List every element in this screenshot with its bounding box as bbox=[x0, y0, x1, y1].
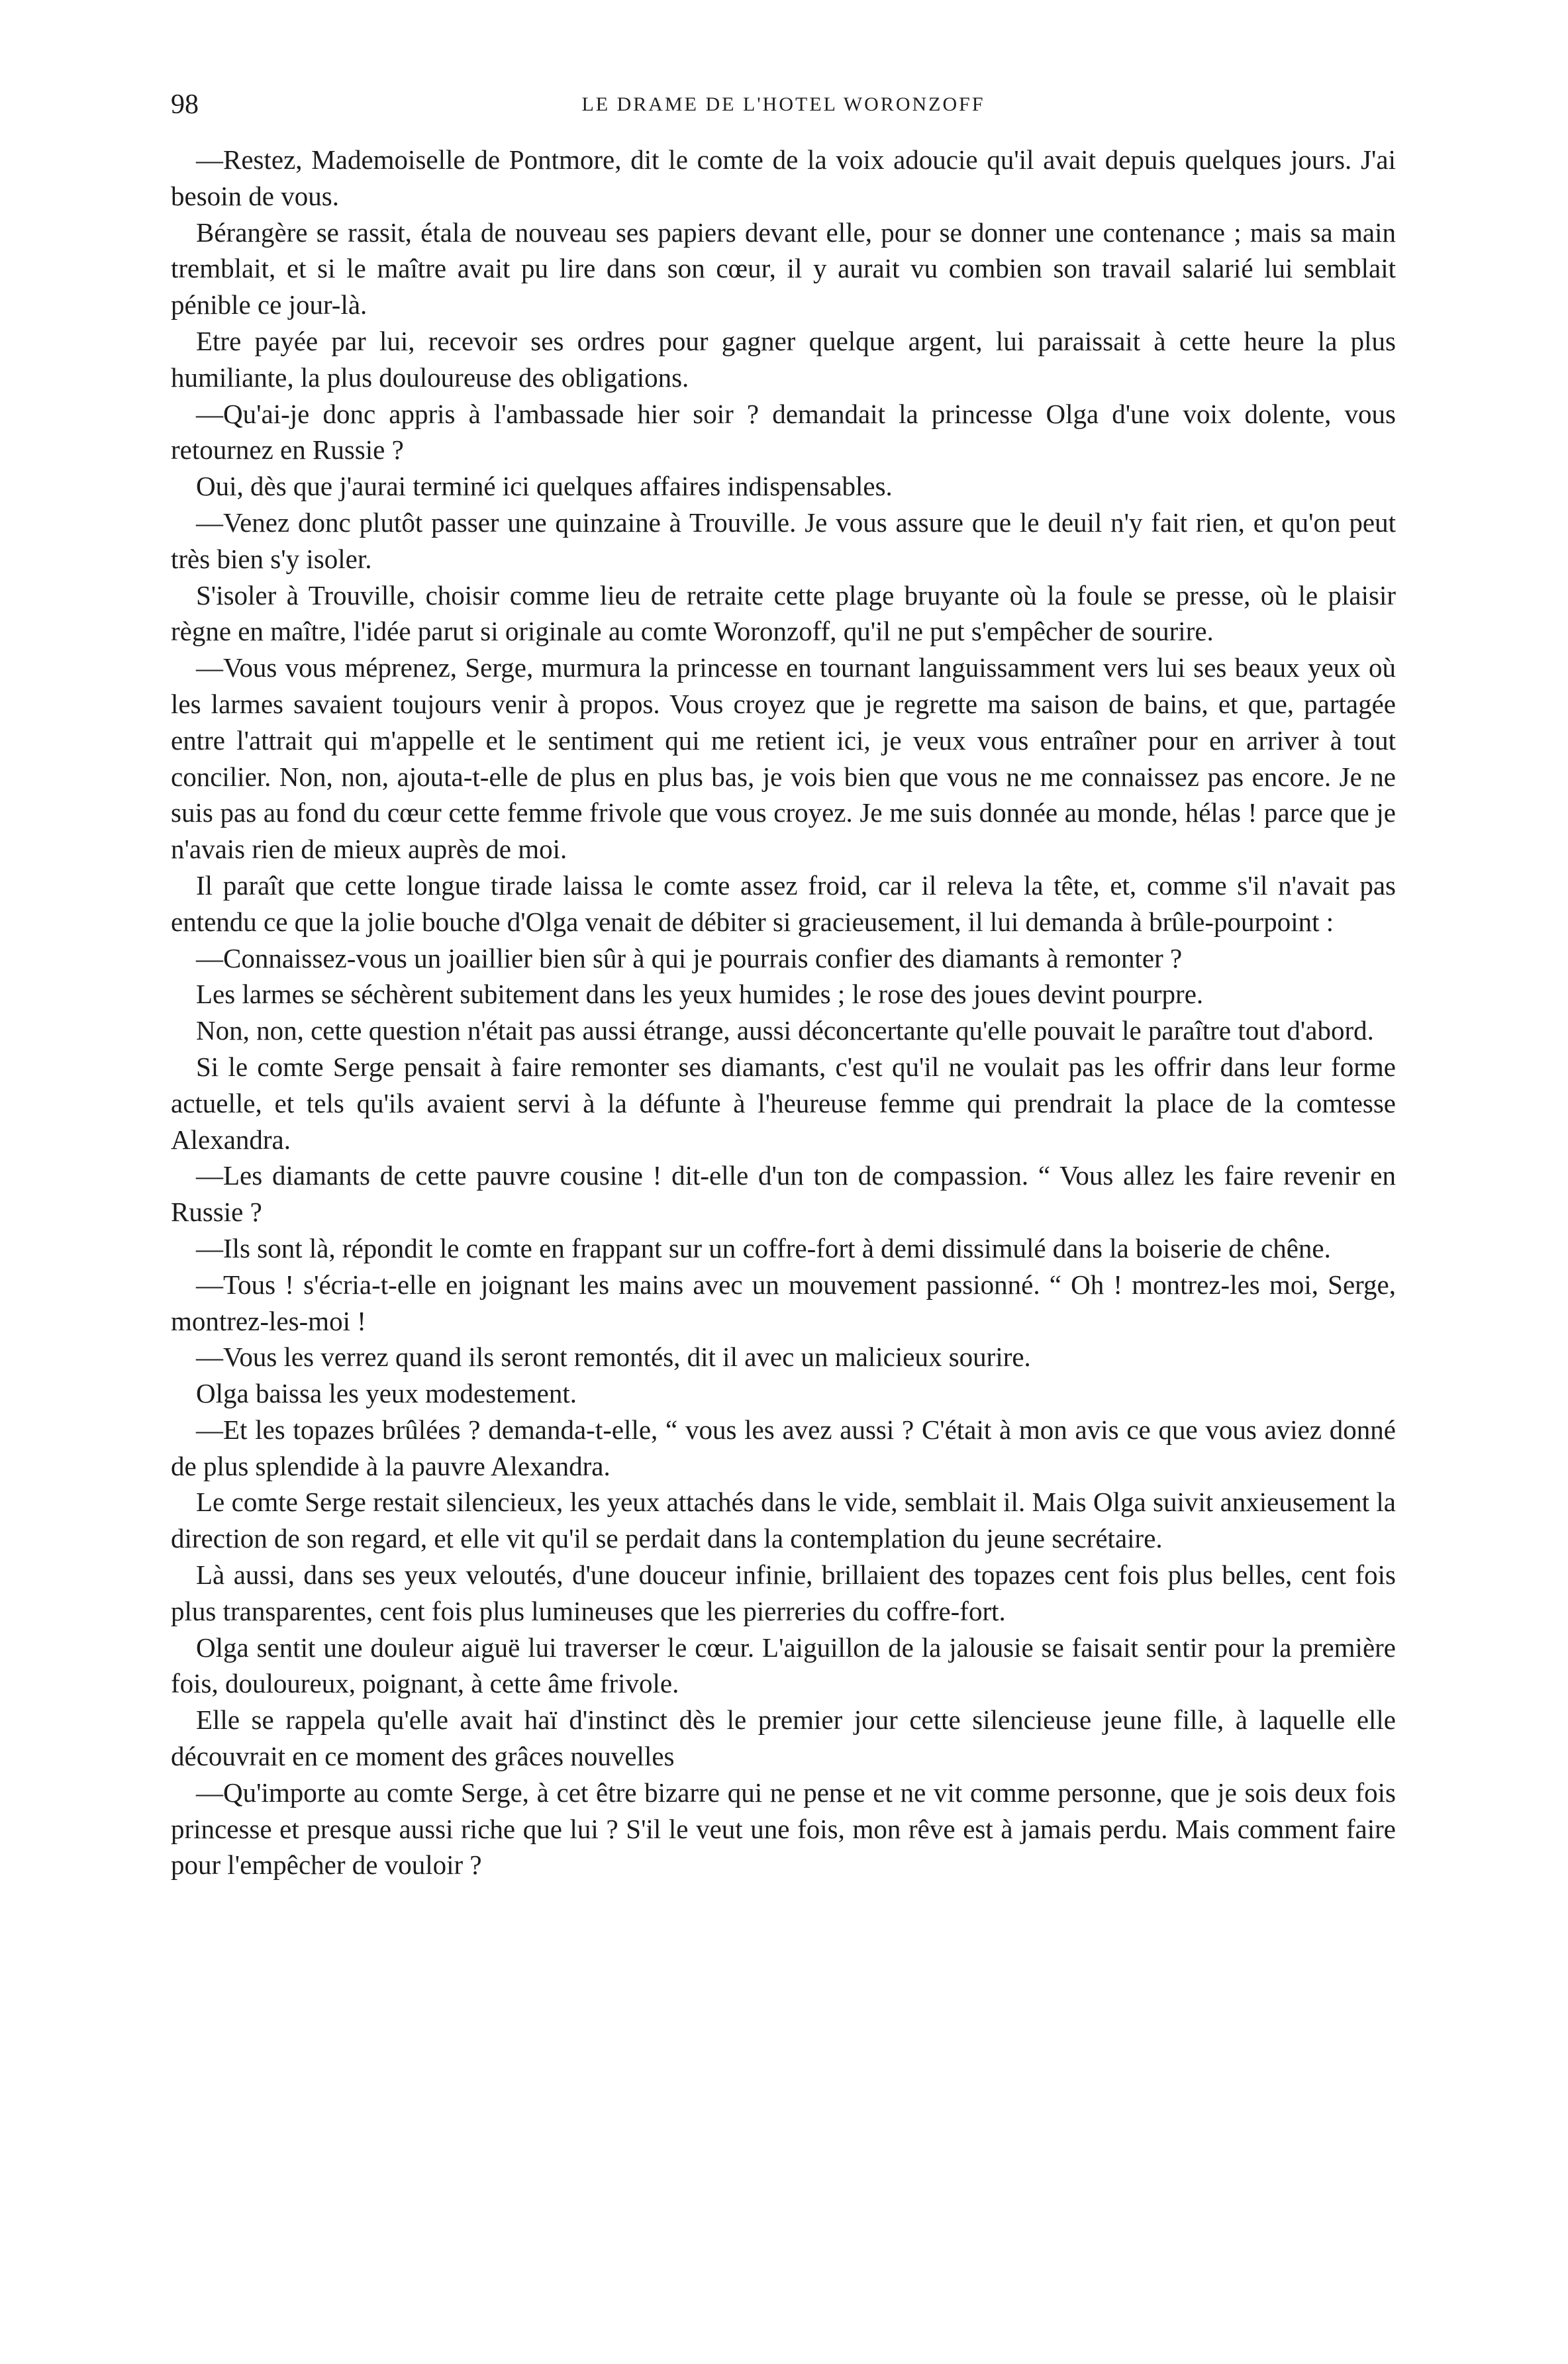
running-title: LE DRAME DE L'HOTEL WORONZOFF bbox=[581, 93, 985, 115]
paragraph: Il paraît que cette longue tirade laissa le comte assez froid, car il releva la tête, et, comme s'il n'avait pas entendu ce que la jolie bouche d'Olga venait de débiter si gracieusement, il lui demanda à brûle-pourpoint : bbox=[171, 869, 1396, 937]
paragraph: Oui, dès que j'aurai terminé ici quelques affaires indispensables. bbox=[196, 471, 893, 502]
paragraph: Etre payée par lui, recevoir ses ordres pour gagner quelque argent, lui paraissait à cette heure la plus humiliante, la plus douloureuse des obligations. bbox=[171, 325, 1396, 393]
paragraph: —Vous les verrez quand ils seront remontés, dit il avec un malicieux sourire. bbox=[196, 1342, 1031, 1373]
paragraph: Elle se rappela qu'elle avait haï d'instinct dès le premier jour cette silencieuse jeune fille, à laquelle elle découvrait en ce moment des grâces nouvelles bbox=[171, 1704, 1396, 1772]
paragraph: Non, non, cette question n'était pas aussi étrange, aussi déconcertante qu'elle pouvait le paraître tout d'abord. bbox=[196, 1015, 1374, 1046]
page-header bbox=[171, 85, 1396, 124]
paragraph: —Qu'importe au comte Serge, à cet être bizarre qui ne pense et ne vit comme personne, que je sois deux fois princesse et presque aussi riche que lui ? S'il le veut une fois, mon rêve est à jamais perdu. Mais comment faire pour l'empêcher de vouloir ? bbox=[171, 1777, 1396, 1881]
paragraph: —Qu'ai-je donc appris à l'ambassade hier soir ? demandait la princesse Olga d'une voix dolente, vous retournez en Russie ? bbox=[171, 398, 1396, 466]
paragraph: Olga sentit une douleur aiguë lui traverser le cœur. L'aiguillon de la jalousie se faisait sentir pour la première fois, douloureux, poignant, à cette âme frivole. bbox=[171, 1632, 1396, 1699]
paragraph: —Les diamants de cette pauvre cousine ! dit-elle d'un ton de compassion. “ Vous allez les faire revenir en Russie ? bbox=[171, 1160, 1396, 1228]
paragraph: Le comte Serge restait silencieux, les yeux attachés dans le vide, semblait il. Mais Olga suivit anxieusement la direction de son regard, et elle vit qu'il se perdait dans la contemplation du jeune secrétaire. bbox=[171, 1487, 1396, 1554]
paragraph: —Ils sont là, répondit le comte en frappant sur un coffre-fort à demi dissimulé dans la boiserie de chêne. bbox=[196, 1232, 1331, 1263]
body-text bbox=[171, 142, 1396, 1883]
paragraph: —Restez, Mademoiselle de Pontmore, dit le comte de la voix adoucie qu'il avait depuis quelques jours. J'ai besoin de vous. bbox=[171, 144, 1396, 211]
paragraph: Les larmes se séchèrent subitement dans les yeux humides ; le rose des joues devint pourpre. bbox=[196, 979, 1204, 1010]
paragraph: —Et les topazes brûlées ? demanda-t-elle, “ vous les avez aussi ? C'était à mon avis ce que vous aviez donné de plus splendide à la pauvre Alexandra. bbox=[171, 1414, 1396, 1481]
paragraph: Là aussi, dans ses yeux veloutés, d'une douceur infinie, brillaient des topazes cent fois plus belles, cent fois plus transparentes, cent fois plus lumineuses que les pierreries du coffre-fort. bbox=[171, 1559, 1396, 1626]
paragraph: Olga baissa les yeux modestement. bbox=[196, 1378, 577, 1409]
paragraph: S'isoler à Trouville, choisir comme lieu de retraite cette plage bruyante où la foule se presse, où le plaisir règne en maître, l'idée parut si originale au comte Woronzoff, qu'il ne put s'empêcher de sourire. bbox=[171, 579, 1396, 647]
paragraph: Si le comte Serge pensait à faire remonter ses diamants, c'est qu'il ne voulait pas les offrir dans leur forme actuelle, et tels qu'ils avaient servi à la défunte à l'heureuse femme qui prendrait la place de la comtesse Alexandra. bbox=[171, 1051, 1396, 1155]
paragraph: —Tous ! s'écria-t-elle en joignant les mains avec un mouvement passionné. “ Oh ! montrez-les moi, Serge, montrez-les-moi ! bbox=[171, 1269, 1396, 1336]
paragraph: —Vous vous méprenez, Serge, murmura la princesse en tournant languissamment vers lui ses beaux yeux où les larmes savaient toujours venir à propos. Vous croyez que je regrette ma saison de bains, et que, partagée entre l'attrait qui m'appelle et le sentiment qui me retient ici, je veux vous entraîner pour en arriver à tout concilier. Non, non, ajouta-t-elle de plus en plus bas, je vois bien que vous ne me connaissez pas encore. Je ne suis pas au fond du cœur cette femme frivole que vous croyez. Je me suis donnée au monde, hélas ! parce que je n'avais rien de mieux auprès de moi. bbox=[171, 652, 1396, 865]
paragraph: —Venez donc plutôt passer une quinzaine à Trouville. Je vous assure que le deuil n'y fait rien, et qu'on peut très bien s'y isoler. bbox=[171, 507, 1396, 574]
paragraph: Bérangère se rassit, étala de nouveau ses papiers devant elle, pour se donner une contenance ; mais sa main tremblait, et si le maître avait pu lire dans son cœur, il y aurait vu combien son travail salarié lui semblait pénible ce jour-là. bbox=[171, 217, 1396, 320]
paragraph: —Connaissez-vous un joaillier bien sûr à qui je pourrais confier des diamants à remonter ? bbox=[196, 942, 1183, 973]
page-number: 98 bbox=[171, 89, 199, 120]
